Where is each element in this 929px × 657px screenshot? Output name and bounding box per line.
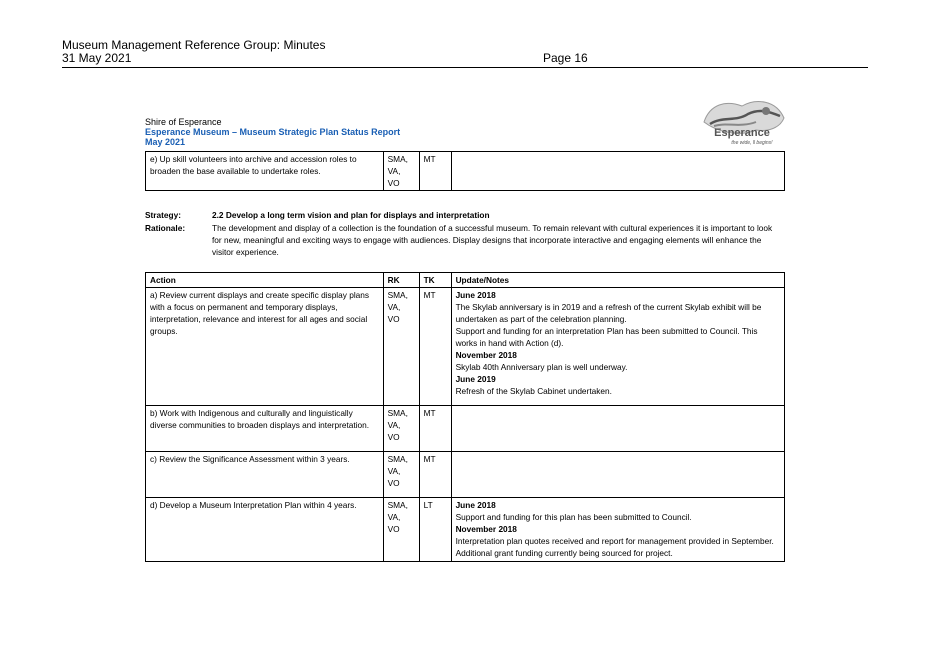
table-row [146,288,785,406]
table-row [146,452,785,498]
table-row [146,498,785,562]
rationale-label: Rationale: [145,223,186,233]
rk-cell [383,452,419,498]
table-body [146,288,785,562]
report-heading [145,117,400,147]
rk-line: VO [387,314,400,324]
notes-text: The Skylab anniversary is in 2019 and a refresh of the current Skylab exhibit will be undertaken as part of the celebration planning. [455,302,762,324]
notes-text: Interpretation plan quotes received and report for management provided in September. Additional grant funding currently being sourced for project. [455,536,774,558]
notes-cell [451,498,784,562]
header-tk: TK [419,273,451,288]
rk-cell [383,498,419,562]
document-title: Museum Management Reference Group: Minutes [62,38,326,52]
rk-line: SMA, [387,454,408,464]
notes-cell [451,288,784,406]
notes-date-heading: November 2018 [455,350,517,360]
tk-cell: MT [419,152,451,191]
report-shire: Shire of Esperance [145,117,222,127]
rk-line: VA, [387,302,401,312]
tk-cell: LT [419,498,451,562]
strategy-label: Strategy: [145,210,181,220]
rk-line: VA, [387,466,401,476]
rk-line: VA, [387,512,401,522]
rk-line: VO [387,432,400,442]
header-action: Action [146,273,384,288]
tk-cell: MT [419,406,451,452]
rk-line: SMA, [387,290,408,300]
rationale-text: The development and display of a collection is the foundation of a successful museum. To remain relevant with cultural experiences it is important to look for new, meaningful and exciting ways to engage with audiences. Display designs that incorporate interactive and engaging elements will enhance the visitor experience. [212,223,773,257]
notes-cell [451,452,784,498]
logo-tagline: the wide, ll begins! [731,140,773,146]
rk-line: VO [387,178,400,188]
table-header-row [146,273,785,288]
logo-text: Esperance [714,127,770,139]
actions-table [145,272,785,562]
notes-date-heading: June 2018 [455,500,496,510]
document-date: 31 May 2021 [62,51,132,65]
header-rk: RK [383,273,419,288]
notes-text: Support and funding for an interpretation Plan has been submitted to Council. This works in hand with Action (d). [455,326,758,348]
rk-line: VA, [387,166,401,176]
action-cell: e) Up skill volunteers into archive and accession roles to broaden the base available to undertake roles. [146,152,384,191]
page-number: Page 16 [543,51,588,65]
rk-line: VA, [387,420,401,430]
top-table [145,151,785,191]
rk-line: VO [387,524,400,534]
notes-cell [451,152,784,191]
tk-cell: MT [419,288,451,406]
notes-date-heading: June 2019 [455,374,496,384]
report-month: May 2021 [145,137,186,147]
notes-cell [451,406,784,452]
rk-line: SMA, [387,500,408,510]
page-header [62,39,868,66]
rk-line: SMA, [387,154,408,164]
notes-date-heading: November 2018 [455,524,517,534]
strategy-text: 2.2 Develop a long term vision and plan for displays and interpretation [212,210,490,220]
header-notes: Update/Notes [451,273,784,288]
table-row [146,406,785,452]
shire-of-esperance-logo [696,94,788,146]
table-row [146,152,785,191]
report-title: Esperance Museum – Museum Strategic Plan Status Report [145,127,401,137]
rk-cell [383,288,419,406]
action-cell: d) Develop a Museum Interpretation Plan within 4 years. [146,498,384,562]
notes-date-heading: June 2018 [455,290,496,300]
action-cell: b) Work with Indigenous and culturally and linguistically diverse communities to broaden displays and interpretation. [146,406,384,452]
notes-text: Refresh of the Skylab Cabinet undertaken. [455,386,612,396]
rk-line: VO [387,478,400,488]
notes-text: Support and funding for this plan has been submitted to Council. [455,512,692,522]
rk-cell [383,406,419,452]
rk-cell [383,152,419,191]
tk-cell: MT [419,452,451,498]
header-rule [62,67,868,68]
action-cell: c) Review the Significance Assessment within 3 years. [146,452,384,498]
notes-text: Skylab 40th Anniversary plan is well underway. [455,362,628,372]
action-cell: a) Review current displays and create specific display plans with a focus on permanent and temporary displays, interpretation, relevance and interest for all ages and social groups. [146,288,384,406]
rk-line: SMA, [387,408,408,418]
